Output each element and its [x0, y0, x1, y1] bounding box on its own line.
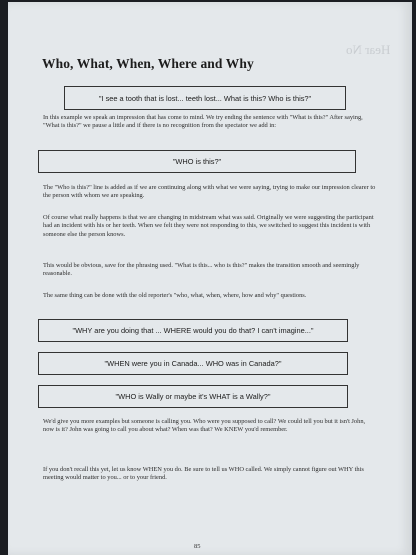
page-heading: Who, What, When, Where and Why	[42, 56, 254, 71]
quote-box-3	[38, 319, 348, 342]
quote-text-5: "WHO is Wally or maybe it's WHAT is a Wally?"	[115, 392, 271, 401]
quote-text-2: "WHO is this?"	[172, 157, 222, 166]
quote-text-1: "I see a tooth that is lost... teeth lost... What is this? Who is this?"	[98, 93, 312, 103]
quote-box-2	[38, 150, 356, 173]
book-page	[8, 2, 412, 555]
quote-box-1	[64, 86, 346, 110]
quote-text-4: "WHEN were you in Canada... WHO was in Canada?"	[104, 359, 282, 368]
paragraph-4: This would be obvious, save for the phrasing used. "What is this... who is this?" makes the transition smooth and seemingly reasonable.	[43, 262, 360, 278]
paragraph-6: We'd give you more examples but someone is calling you. Who were you supposed to call? We could tell you but it isn't John, now is it? John was going to call you about what? When was that? We KNEW you'd remember.	[43, 418, 366, 434]
bleed-through-text: Hear No	[345, 42, 390, 57]
paragraph-1: In this example we speak an impression that has come to mind. We try ending the sentence with "What is this?" After saying, "What is this?" we pause a little and if there is no recognition from the spectator we add in:	[43, 114, 363, 130]
quote-text-3: "WHY are you doing that ... WHERE would you do that? I can't imagine..."	[72, 326, 314, 335]
page-number: 85	[194, 543, 201, 550]
paragraph-2: The "Who is this?" line is added as if we are continuing along with what we were saying, trying to make our impression clearer to the person with whom we are speaking.	[43, 184, 376, 200]
paragraph-5: The same thing can be done with the old reporter's "who, what, when, where, how and why" questions.	[43, 292, 307, 299]
paragraph-7: If you don't recall this yet, let us know WHEN you do. Be sure to tell us WHO called. We simply cannot figure out WHY this meeting would matter to you... or to your friend.	[43, 466, 364, 482]
quote-box-4	[38, 352, 348, 375]
paragraph-3: Of course what really happens is that we are changing in midstream what was said. Originally we were suggesting the participant had an incident with his or her teeth. When we felt they were not responding to this, we switched to suggest this incident is with someone else the person knows.	[43, 214, 374, 238]
quote-box-5	[38, 385, 348, 408]
